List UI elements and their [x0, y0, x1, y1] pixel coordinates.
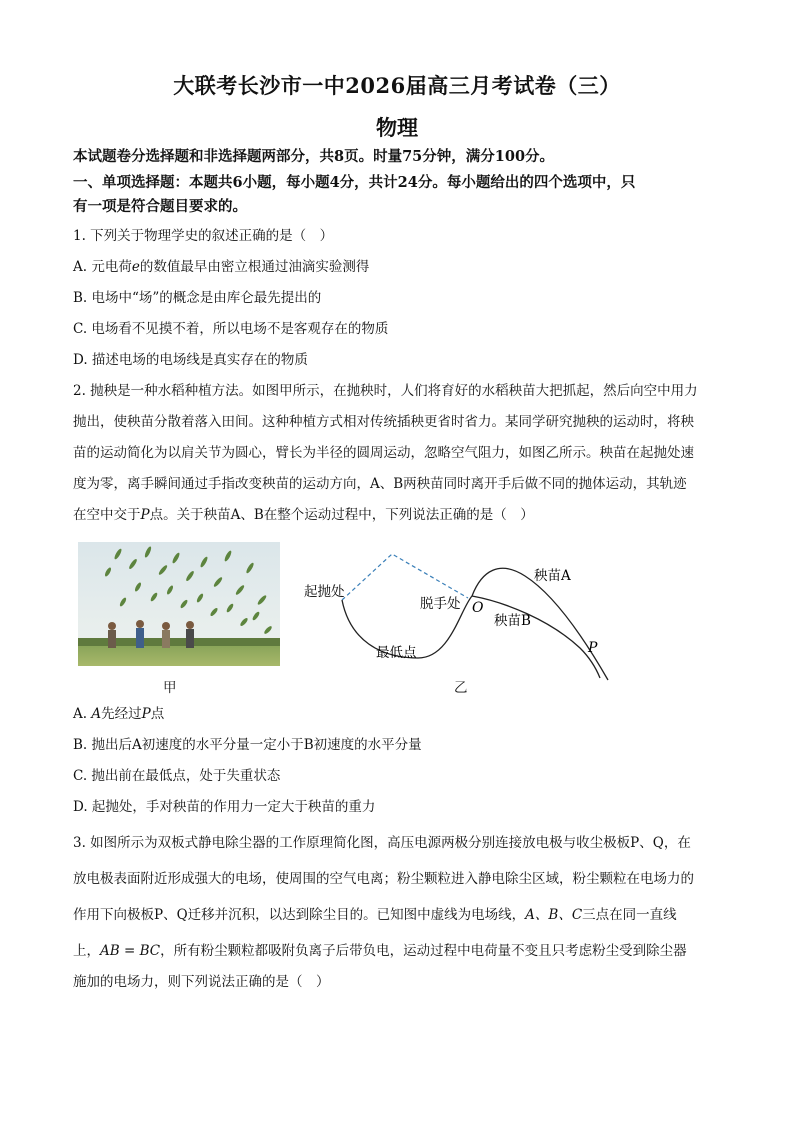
q2-option-d: D. 起抛处，手对秧苗的作用力一定大于秧苗的重力: [73, 799, 376, 815]
q1-option-d: D. 描述电场的电场线是真实存在的物质: [73, 352, 308, 368]
q3-stem-line3: 作用下向极板P、Q迁移并沉积，以达到除尘目的。已知图中虚线为电场线，A、B、C三点在同一直线: [73, 907, 677, 923]
q2-stem-line3: 苗的运动简化为以肩关节为圆心，臂长为半径的圆周运动，忽略空气阻力，如图乙所示。秧苗在起抛处速: [73, 445, 694, 461]
label-start-point: 起抛处: [304, 584, 345, 600]
label-point-p: P: [588, 640, 598, 656]
q2-stem-line4: 度为零，离手瞬间通过手指改变秧苗的运动方向，A、B两秧苗同时离开手后做不同的抛体运动，其轨迹: [73, 476, 687, 492]
q3-stem-line2: 放电极表面附近形成强大的电场，使周围的空气电离；粉尘颗粒进入静电除尘区域，粉尘颗粒在电场力的: [73, 871, 694, 887]
q2-option-b: B. 抛出后A初速度的水平分量一定小于B初速度的水平分量: [73, 737, 422, 753]
label-seedling-a: 秧苗A: [534, 568, 571, 584]
q2-option-a: A. A先经过P点: [73, 706, 165, 722]
q2-stem-line1: 2. 抛秧是一种水稻种植方法。如图甲所示，在抛秧时，人们将育好的水稻秧苗大把抓起，然后向空中用力: [73, 383, 698, 399]
q2-option-c: C. 抛出前在最低点，处于失重状态: [73, 768, 281, 784]
figure-caption-jia: 甲: [163, 680, 177, 696]
label-point-o: O: [472, 600, 484, 616]
trajectory-seedling-a: [472, 568, 608, 680]
q2-stem-line2: 抛出，使秧苗分散着落入田间。这种种植方式相对传统插秧更省时省力。某同学研究抛秧的运动时，将秧: [73, 414, 694, 430]
exam-title: 大联考长沙市一中2026届高三月考试卷（三）: [173, 73, 621, 98]
q1-option-c: C. 电场看不见摸不着，所以电场不是客观存在的物质: [73, 321, 389, 337]
exam-intro: 本试题卷分选择题和非选择题两部分，共8页。时量75分钟，满分100分。: [73, 148, 555, 165]
label-lowest-point: 最低点: [376, 645, 417, 661]
rice-throwing-photo-svg: [78, 542, 280, 666]
dashed-arm-lines: [342, 554, 468, 600]
q1-option-b: B. 电场中“场”的概念是由库仑最先提出的: [73, 290, 322, 306]
q3-stem-line1: 3. 如图所示为双板式静电除尘器的工作原理简化图，高压电源两极分别连接放电极与收尘极板P、Q，在: [73, 835, 691, 851]
label-release-point: 脱手处: [420, 596, 461, 612]
q3-stem-line4: 上，AB = BC，所有粉尘颗粒都吸附负离子后带负电，运动过程中电荷量不变且只考虑粉尘受到除尘器: [73, 943, 687, 959]
q1-var-e: e: [131, 259, 140, 275]
q3-stem-line5: 施加的电场力，则下列说法正确的是（ ）: [73, 974, 330, 990]
q2-stem-line5: 在空中交于P点。关于秧苗A、B在整个运动过程中，下列说法正确的是（ ）: [73, 507, 534, 523]
section1-heading-line2: 有一项是符合题目要求的。: [73, 198, 247, 215]
q1-stem: 1. 下列关于物理学史的叙述正确的是（ ）: [73, 228, 334, 244]
section1-heading-line1: 一、单项选择题：本题共6小题，每小题4分，共计24分。每小题给出的四个选项中，只: [73, 174, 636, 191]
rice-throwing-photo: [78, 542, 280, 666]
label-seedling-b: 秧苗B: [494, 613, 531, 629]
figure-caption-yi: 乙: [454, 680, 468, 696]
q1-option-a: A. 元电荷e的数值最早由密立根通过油滴实验测得: [73, 259, 370, 275]
exam-subject: 物理: [376, 115, 418, 140]
